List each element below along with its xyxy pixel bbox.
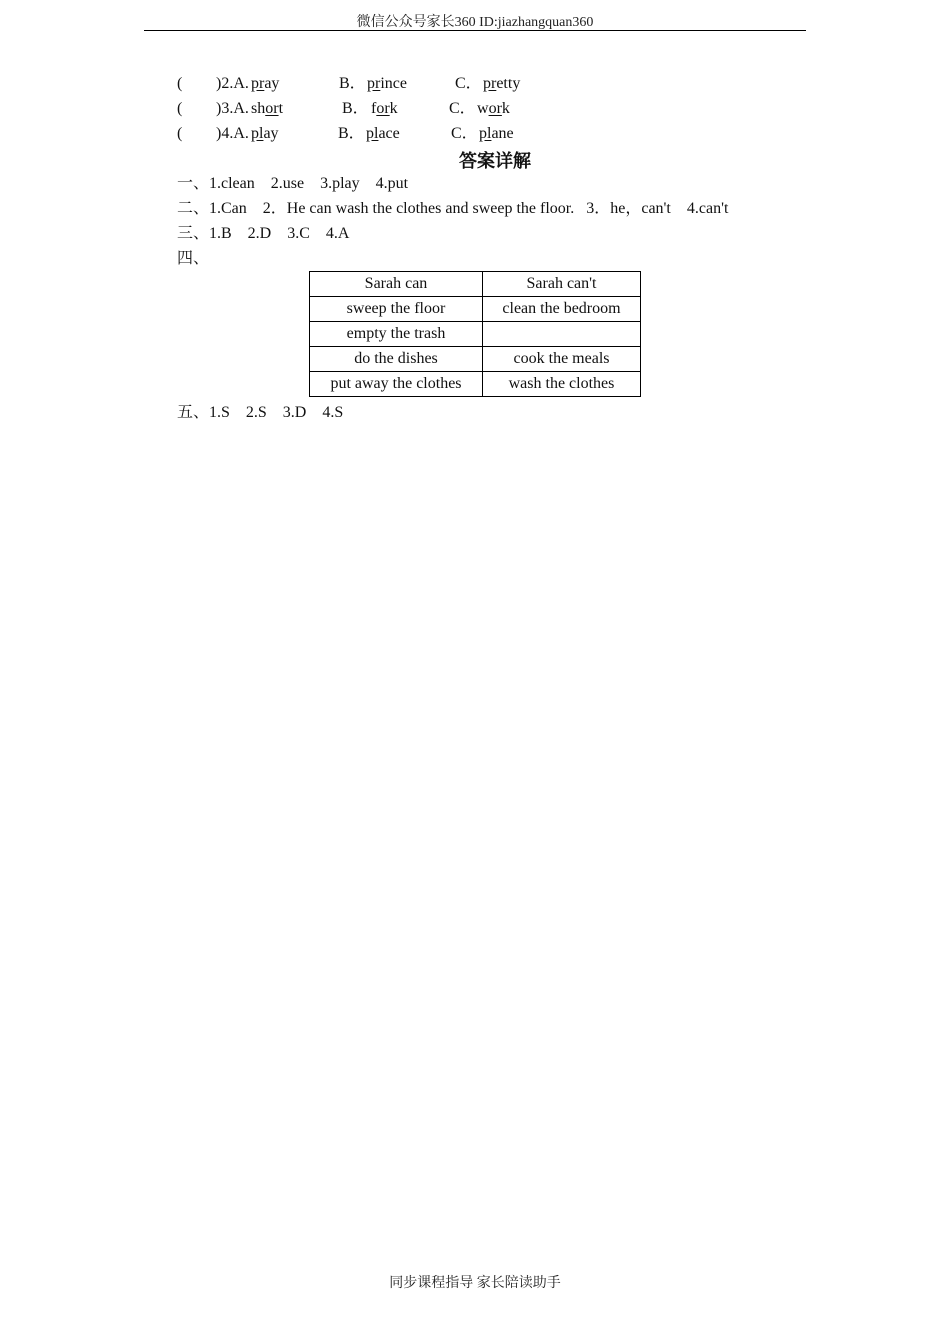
answer-part-5: 五、1.S 2.S 3.D 4.S	[177, 404, 344, 421]
table-row	[310, 322, 641, 347]
option-b-underlined: pl	[366, 125, 379, 142]
option-a-rest: ay	[263, 125, 279, 142]
page-footer: 同步课程指导 家长陪读助手	[389, 1276, 561, 1291]
option-a	[251, 73, 279, 95]
option-c-underlined: pr	[483, 75, 497, 92]
question-paren: (	[177, 125, 183, 142]
table-row	[310, 372, 641, 397]
option-c-rest: ane	[491, 125, 514, 142]
option-b-rest: ince	[380, 75, 407, 92]
option-c-rest: etty	[496, 75, 521, 92]
option-c	[483, 73, 520, 95]
table-cell: sweep the floor	[310, 297, 483, 322]
option-a-underlined: or	[265, 100, 279, 117]
header-divider	[144, 30, 806, 31]
answers-title: 答案详解	[459, 151, 531, 172]
option-a-underlined: pl	[251, 125, 264, 142]
answer-part-4: 四、	[177, 250, 210, 267]
table-cell: wash the clothes	[483, 372, 641, 397]
option-b-underlined: pr	[367, 75, 381, 92]
table-header-cant: Sarah can't	[483, 272, 641, 297]
option-c-underlined: or	[488, 100, 502, 117]
option-c	[479, 123, 514, 145]
table-cell: do the dishes	[310, 347, 483, 372]
option-b	[371, 98, 398, 120]
question-number: )4.A.	[216, 125, 249, 142]
option-b-rest: k	[389, 100, 398, 117]
answer-table	[309, 271, 641, 397]
option-b	[366, 123, 400, 145]
option-b-prefix: f	[371, 100, 377, 117]
option-a-prefix: sh	[251, 100, 266, 117]
option-c-rest: k	[501, 100, 510, 117]
table-header-row	[310, 272, 641, 297]
option-b-rest: ace	[378, 125, 400, 142]
question-paren: (	[177, 75, 183, 92]
option-c	[477, 98, 510, 120]
option-a	[251, 123, 279, 145]
table-cell	[483, 322, 641, 347]
option-c-label: C．	[449, 100, 476, 117]
table-row	[310, 347, 641, 372]
table-cell: empty the trash	[310, 322, 483, 347]
table-cell: clean the bedroom	[483, 297, 641, 322]
question-number: )3.A.	[216, 100, 249, 117]
option-c-label: C．	[455, 75, 482, 92]
table-row	[310, 297, 641, 322]
table-cell: put away the clothes	[310, 372, 483, 397]
answer-part-3: 三、1.B 2.D 3.C 4.A	[177, 225, 350, 242]
table-cell: cook the meals	[483, 347, 641, 372]
option-b-label: B．	[339, 75, 366, 92]
option-c-underlined: pl	[479, 125, 492, 142]
question-paren: (	[177, 100, 183, 117]
option-a-rest: t	[278, 100, 284, 117]
option-a-rest: ay	[264, 75, 280, 92]
option-b-label: B．	[342, 100, 369, 117]
table-header-can: Sarah can	[310, 272, 483, 297]
option-b-underlined: or	[376, 100, 390, 117]
answer-part-1: 一、1.clean 2.use 3.play 4.put	[177, 175, 409, 192]
option-a	[251, 98, 283, 120]
question-number: )2.A.	[216, 75, 249, 92]
option-b-label: B．	[338, 125, 365, 142]
option-c-label: C．	[451, 125, 478, 142]
answer-part-2: 二、1.Can 2．He can wash the clothes and sweep the floor. 3．he，can't 4.can't	[177, 200, 729, 217]
page-header: 微信公众号家长360 ID:jiazhangquan360	[356, 15, 594, 30]
option-b	[367, 73, 407, 95]
option-c-prefix: w	[477, 100, 489, 117]
option-a-underlined: pr	[251, 75, 265, 92]
